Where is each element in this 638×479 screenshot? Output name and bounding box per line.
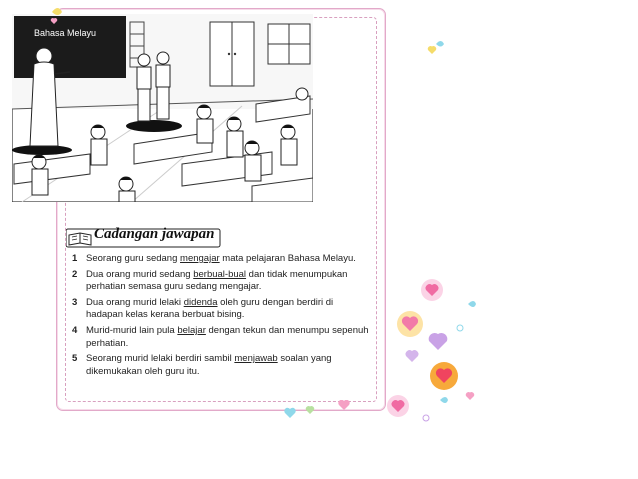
answer-keyword: mengajar	[180, 253, 220, 264]
heart-icon	[429, 333, 448, 350]
heart-icon	[306, 406, 314, 414]
answer-list	[72, 253, 372, 381]
decorative-hearts-bottom	[280, 400, 360, 426]
decorative-hearts-small	[40, 0, 70, 30]
decorative-hearts-right	[418, 34, 448, 74]
butterfly-icon	[440, 397, 448, 403]
answer-item: 5 Seorang murid lelaki berdiri sambil menjawab soalan yang dikemukakan oleh guru itu.	[72, 353, 332, 377]
heart-icon	[284, 408, 295, 418]
butterfly-icon	[468, 301, 476, 307]
decorative-hearts	[380, 250, 490, 430]
heart-icon	[466, 392, 474, 400]
butterfly-icon	[436, 41, 444, 47]
answer-keyword: belajar	[177, 324, 206, 336]
heart-icon	[338, 400, 349, 410]
answer-item: 2 Dua orang murid sedang berbual-bual dan tidak menumpukan perhatian semasa guru sedang mengajar.	[72, 268, 348, 293]
section-heading: Cadangan jawapan	[94, 226, 215, 242]
heart-icon	[51, 18, 57, 24]
answer-item: 1 Seorang guru sedang mengajar mata pelajaran Bahasa Melayu.	[72, 253, 356, 264]
classroom-illustration	[12, 14, 313, 202]
butterfly-icon	[52, 8, 62, 15]
answer-keyword: menjawab	[234, 353, 278, 365]
book-icon	[69, 233, 91, 245]
answer-item: 3 Dua orang murid lelaki didenda oleh guru dengan berdiri di hadapan kelas kerana berbuat bising.	[72, 296, 334, 321]
heart-icon	[406, 350, 419, 362]
blackboard-text: Bahasa Melayu	[34, 28, 97, 38]
answer-item: 4 Murid-murid lain pula belajar dengan tekun dan menumpu sepenuh perhatian.	[72, 324, 369, 349]
answer-keyword: berbual-bual	[193, 268, 247, 280]
blackboard	[14, 16, 126, 78]
answer-keyword: didenda	[183, 296, 218, 308]
heart-icon	[428, 46, 436, 54]
